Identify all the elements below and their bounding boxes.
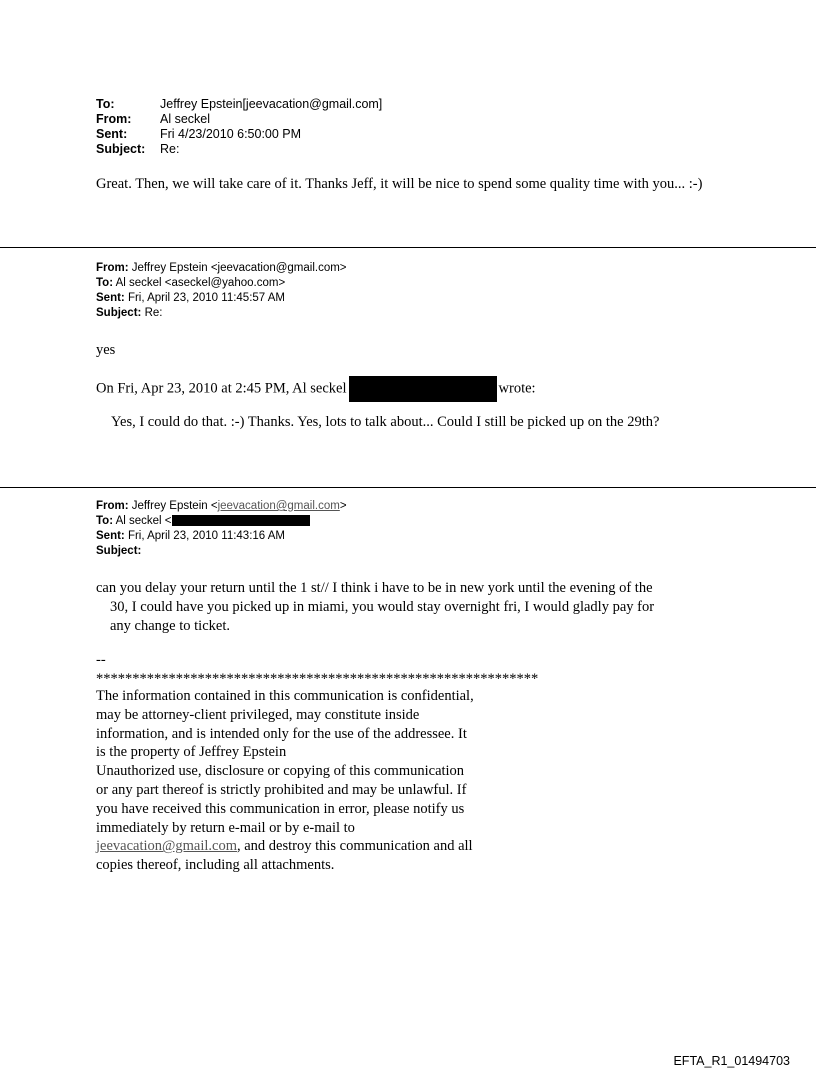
- sent-label: Sent:: [96, 127, 128, 141]
- to-value: Al seckel <aseckel@yahoo.com>: [113, 277, 286, 289]
- email2-header: [96, 261, 347, 321]
- notice-part3: , and destroy this communication and all copies thereof, including all attachments.: [96, 838, 473, 874]
- from-prefix: Jeffrey Epstein <: [128, 500, 218, 512]
- sent-value: Fri 4/23/2010 6:50:00 PM: [160, 127, 302, 141]
- confidentiality-notice: [96, 687, 476, 875]
- email3-header: [96, 499, 347, 559]
- from-value: Al seckel: [160, 112, 211, 126]
- quoted-message: Yes, I could do that. :-) Thanks. Yes, lots to talk about... Could I still be picked up on the 29th?: [111, 414, 660, 430]
- to-label: To:: [96, 97, 115, 111]
- to-value: Jeffrey Epstein[jeevacation@gmail.com]: [160, 97, 383, 111]
- from-email-link[interactable]: jeevacation@gmail.com: [217, 500, 340, 512]
- document-id: EFTA_R1_01494703: [673, 1054, 790, 1068]
- quote-attribution: [96, 376, 536, 402]
- attribution-suffix: wrote:: [498, 380, 536, 397]
- notice-email-link[interactable]: jeevacation@gmail.com: [96, 838, 237, 855]
- attribution-prefix: On Fri, Apr 23, 2010 at 2:45 PM, Al seckel: [96, 380, 347, 397]
- notice-part1: The information contained in this communication is confidential, may be attorney-client privileged, may constitute inside information, and is intended only for the use of the addressee. It is the property of Jeffrey Epstein: [96, 688, 474, 761]
- subject-label: Subject:: [96, 142, 146, 156]
- redaction-box: [349, 376, 497, 402]
- divider: [0, 487, 816, 488]
- to-label: To:: [96, 277, 114, 289]
- email3-body: [96, 579, 736, 636]
- body-line: any change to ticket.: [110, 618, 230, 634]
- from-label: From:: [96, 112, 132, 126]
- from-suffix: >: [339, 500, 347, 512]
- signature-stars: *************************************************************: [96, 671, 539, 687]
- notice-part2: Unauthorized use, disclosure or copying of this communication or any part thereof is strictly prohibited and may be unlawful. If you have received this communication in error, please notify us immediately by return e-mail or by e-mail to: [96, 763, 467, 836]
- subject-value: Re:: [160, 142, 180, 156]
- sent-label: Sent:: [96, 530, 125, 542]
- subject-label: Subject:: [96, 545, 142, 557]
- email1-header: [96, 97, 382, 157]
- to-label: To:: [96, 515, 114, 527]
- subject-value: Re:: [141, 307, 163, 319]
- redaction-box: [172, 515, 310, 526]
- email1-body: Great. Then, we will take care of it. Thanks Jeff, it will be nice to spend some quality time with you... :-): [96, 176, 703, 192]
- email2-reply: yes: [96, 342, 116, 358]
- body-line: can you delay your return until the 1 st// I think i have to be in new york until the evening of the: [96, 580, 653, 596]
- body-line: 30, I could have you picked up in miami, you would stay overnight fri, I would gladly pay for: [110, 599, 655, 615]
- from-value: Jeffrey Epstein <jeevacation@gmail.com>: [128, 262, 347, 274]
- from-label: From:: [96, 262, 129, 274]
- to-prefix: Al seckel <: [113, 515, 172, 527]
- subject-label: Subject:: [96, 307, 142, 319]
- sent-value: Fri, April 23, 2010 11:45:57 AM: [124, 292, 285, 304]
- signature-dashes: --: [96, 652, 106, 668]
- signature-separator: [96, 651, 538, 689]
- divider: [0, 247, 816, 248]
- sent-value: Fri, April 23, 2010 11:43:16 AM: [124, 530, 285, 542]
- sent-label: Sent:: [96, 292, 125, 304]
- from-label: From:: [96, 500, 129, 512]
